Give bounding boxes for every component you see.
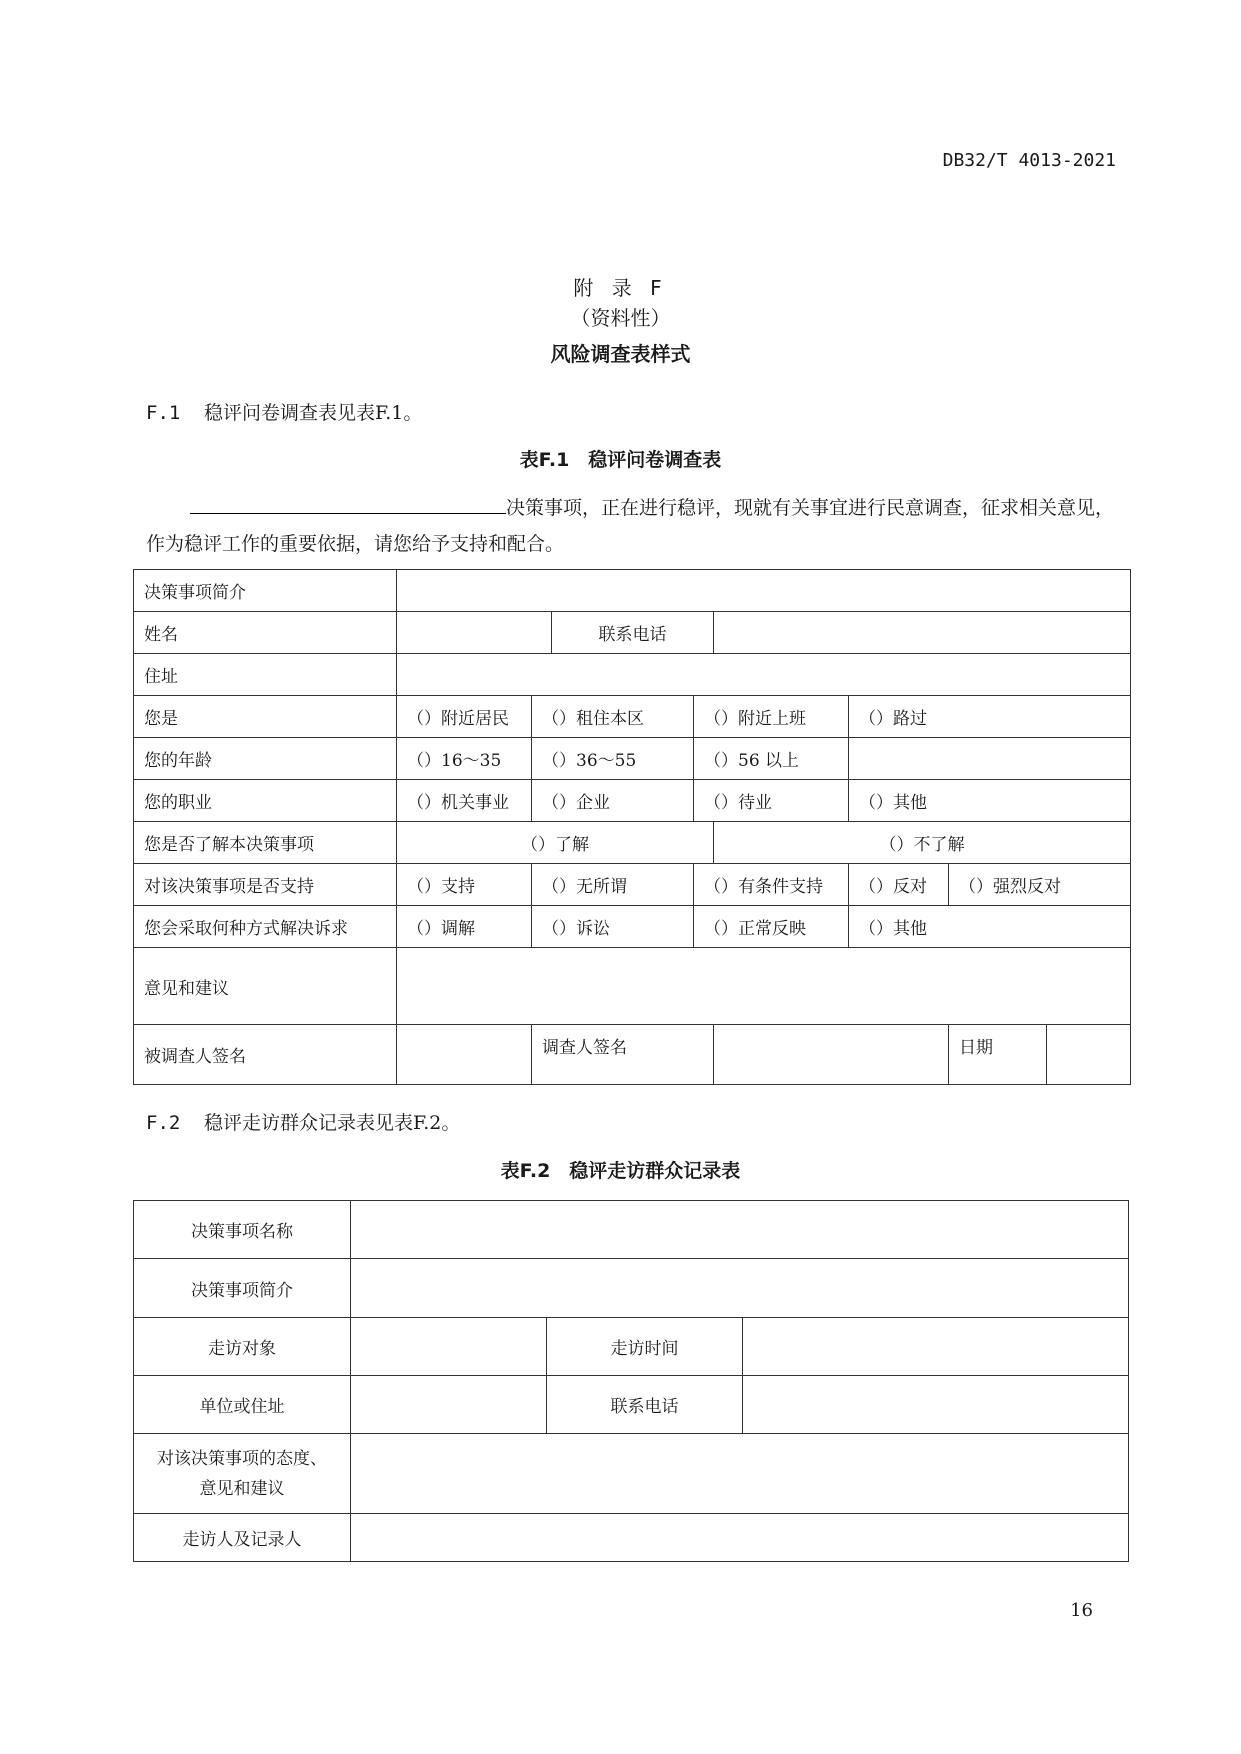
cell-label: 被调查人签名: [134, 1025, 397, 1085]
recorder-input[interactable]: [351, 1514, 1129, 1562]
option-public-institution[interactable]: （）机关事业: [397, 780, 532, 822]
table-row: [134, 1025, 1131, 1085]
decision-item-blank[interactable]: [190, 493, 506, 514]
option-renting[interactable]: （）租住本区: [532, 696, 694, 738]
table-row: [134, 948, 1131, 1025]
table-row: [134, 1434, 1129, 1514]
cell-label: 姓名: [134, 612, 397, 654]
cell-label: 意见和建议: [134, 948, 397, 1025]
unit-address-input[interactable]: [351, 1376, 547, 1434]
section-f2-text: 稳评走访群众记录表见表F.2。: [204, 1112, 461, 1134]
option-oppose[interactable]: （）反对: [849, 864, 949, 906]
name-input[interactable]: [397, 612, 552, 654]
option-nearby-resident[interactable]: （）附近居民: [397, 696, 532, 738]
page-number: 16: [1070, 1600, 1093, 1621]
cell-label: 您是: [134, 696, 397, 738]
option-age-56-plus[interactable]: （）56 以上: [694, 738, 849, 780]
cell-label: [134, 1434, 351, 1514]
cell-label: 住址: [134, 654, 397, 696]
appendix-title: 风险调查表样式: [550, 342, 691, 366]
attitude-label-line-2: 意见和建议: [199, 1478, 285, 1499]
date-input[interactable]: [1047, 1025, 1131, 1085]
cell-label: 单位或住址: [134, 1376, 351, 1434]
empty-cell: [849, 738, 1131, 780]
item-brief-input[interactable]: [351, 1259, 1129, 1318]
table-row: [134, 696, 1131, 738]
cell-label: 您会采取何种方式解决诉求: [134, 906, 397, 948]
table-row: [134, 1259, 1129, 1318]
cell-label: 联系电话: [547, 1376, 743, 1434]
visit-target-input[interactable]: [351, 1318, 547, 1376]
table-row: [134, 612, 1131, 654]
visit-record-table: [133, 1200, 1129, 1562]
cell-label: 联系电话: [552, 612, 714, 654]
brief-input[interactable]: [397, 570, 1131, 612]
table-row: [134, 1318, 1129, 1376]
appendix-label: 附 录 F: [573, 276, 668, 300]
table-row: [134, 822, 1131, 864]
doc-code: DB32/T 4013-2021: [942, 150, 1116, 171]
table-row: [134, 1514, 1129, 1562]
phone-input[interactable]: [714, 612, 1131, 654]
cell-label: 您是否了解本决策事项: [134, 822, 397, 864]
cell-label: 走访对象: [134, 1318, 351, 1376]
table-f2-caption: 表F.2 稳评走访群众记录表: [500, 1160, 741, 1182]
option-resolve-other[interactable]: （）其他: [849, 906, 1131, 948]
table-row: [134, 1376, 1129, 1434]
option-age-36-55[interactable]: （）36～55: [532, 738, 694, 780]
option-unemployed[interactable]: （）待业: [694, 780, 849, 822]
visit-phone-input[interactable]: [743, 1376, 1129, 1434]
cell-label: 走访时间: [547, 1318, 743, 1376]
address-input[interactable]: [397, 654, 1131, 696]
option-age-16-35[interactable]: （）16～35: [397, 738, 532, 780]
cell-label: 决策事项简介: [134, 1259, 351, 1318]
table-row: [134, 654, 1131, 696]
option-know[interactable]: （）了解: [397, 822, 714, 864]
option-not-know[interactable]: （）不了解: [714, 822, 1131, 864]
cell-label: 走访人及记录人: [134, 1514, 351, 1562]
cell-label: 您的年龄: [134, 738, 397, 780]
option-job-other[interactable]: （）其他: [849, 780, 1131, 822]
section-f1: [146, 398, 422, 425]
table-row: [134, 1201, 1129, 1259]
option-work-nearby[interactable]: （）附近上班: [694, 696, 849, 738]
attitude-label-line-1: 对该决策事项的态度、: [157, 1448, 327, 1469]
cell-label: 决策事项简介: [134, 570, 397, 612]
cell-label: 对该决策事项是否支持: [134, 864, 397, 906]
intro-text: 决策事项，正在进行稳评，现就有关事宜进行民意调查，征求相关意见，作为稳评工作的重要依据，请您给予支持和配合。: [146, 497, 1115, 555]
table-row: [134, 864, 1131, 906]
attitude-input[interactable]: [351, 1434, 1129, 1514]
option-strongly-oppose[interactable]: （）强烈反对: [949, 864, 1131, 906]
option-support[interactable]: （）支持: [397, 864, 532, 906]
item-name-input[interactable]: [351, 1201, 1129, 1259]
cell-label: 决策事项名称: [134, 1201, 351, 1259]
section-f2-number: F.2: [146, 1112, 181, 1134]
table-row: [134, 780, 1131, 822]
appendix-nature: （资料性）: [570, 306, 671, 330]
option-conditional-support[interactable]: （）有条件支持: [694, 864, 849, 906]
section-f1-text: 稳评问卷调查表见表F.1。: [204, 402, 423, 424]
option-passing-by[interactable]: （）路过: [849, 696, 1131, 738]
visit-time-input[interactable]: [743, 1318, 1129, 1376]
option-enterprise[interactable]: （）企业: [532, 780, 694, 822]
option-mediation[interactable]: （）调解: [397, 906, 532, 948]
section-f2: [146, 1108, 460, 1135]
survey-table: [133, 569, 1131, 1085]
cell-label: 您的职业: [134, 780, 397, 822]
section-f1-number: F.1: [146, 402, 181, 424]
investigator-signature-input[interactable]: [714, 1025, 949, 1085]
opinion-input[interactable]: [397, 948, 1131, 1025]
option-litigation[interactable]: （）诉讼: [532, 906, 694, 948]
table-f1-caption: 表F.1 稳评问卷调查表: [519, 449, 722, 471]
cell-label: 调查人签名: [532, 1025, 714, 1085]
table-row: [134, 570, 1131, 612]
table-row: [134, 906, 1131, 948]
option-indifferent[interactable]: （）无所谓: [532, 864, 694, 906]
table-f1-intro: [146, 490, 1116, 562]
option-normal-report[interactable]: （）正常反映: [694, 906, 849, 948]
cell-label: 日期: [949, 1025, 1047, 1085]
table-row: [134, 738, 1131, 780]
respondent-signature-input[interactable]: [397, 1025, 532, 1085]
